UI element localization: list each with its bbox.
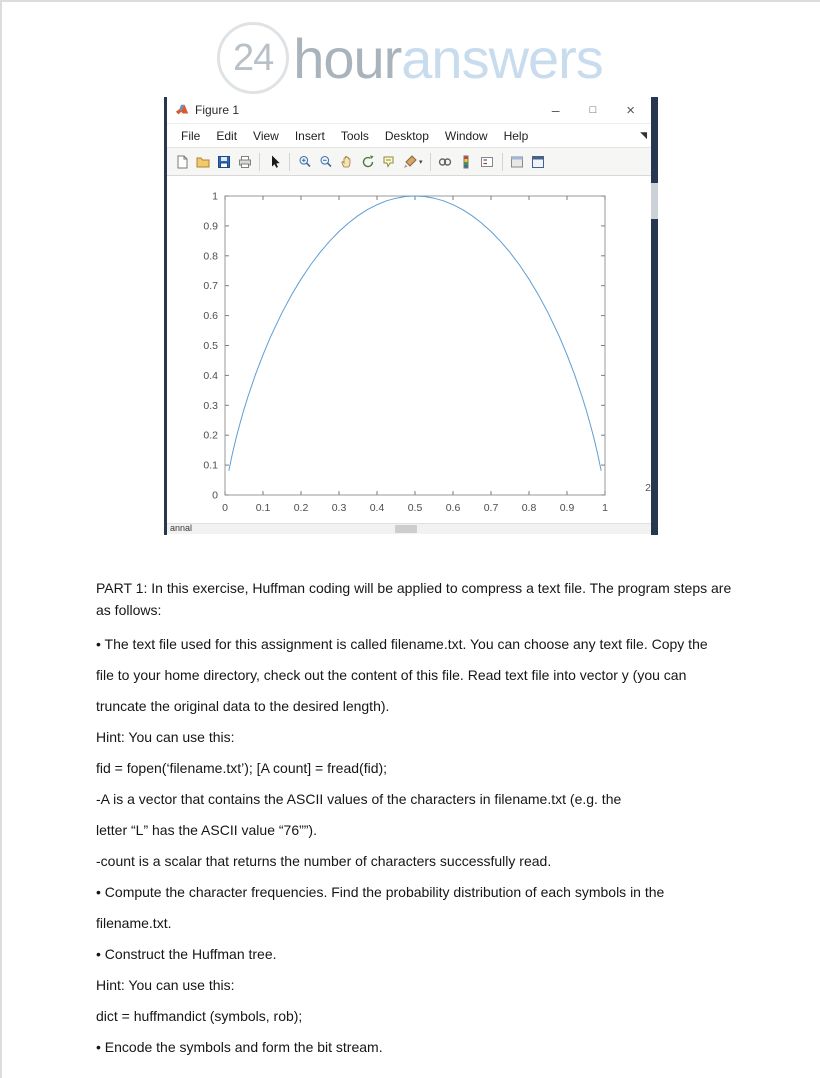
pan-hand-icon[interactable] bbox=[337, 152, 356, 171]
svg-text:0.7: 0.7 bbox=[203, 280, 218, 293]
vertical-scrollbar-thumb[interactable] bbox=[651, 183, 658, 219]
svg-text:0.4: 0.4 bbox=[203, 369, 218, 382]
brush-dropdown-icon[interactable]: ▾ bbox=[419, 158, 423, 166]
svg-text:0.8: 0.8 bbox=[203, 250, 218, 263]
svg-text:0.9: 0.9 bbox=[203, 220, 218, 233]
text-line: • The text file used for this assignment is called filename.txt. You can choose any text file. Copy the bbox=[96, 636, 708, 652]
text-line: Hint: You can use this: bbox=[96, 729, 235, 745]
svg-text:0.8: 0.8 bbox=[521, 502, 537, 514]
svg-text:0.4: 0.4 bbox=[369, 502, 385, 514]
text-line: Hint: You can use this: bbox=[96, 977, 235, 993]
zoom-out-icon[interactable] bbox=[316, 152, 335, 171]
svg-text:0.1: 0.1 bbox=[255, 502, 271, 514]
print-icon[interactable] bbox=[235, 152, 254, 171]
matlab-logo-icon bbox=[175, 103, 189, 117]
new-document-icon[interactable] bbox=[172, 152, 191, 171]
open-folder-icon[interactable] bbox=[193, 152, 212, 171]
toolbar-separator bbox=[259, 153, 260, 171]
menu-insert[interactable]: Insert bbox=[294, 128, 325, 143]
horizontal-scrollbar-thumb[interactable] bbox=[395, 525, 417, 533]
text-line: • Compute the character frequencies. Find the probability distribution of each symbols in the bbox=[96, 884, 665, 900]
toolbar-separator bbox=[289, 153, 290, 171]
plot-region bbox=[167, 176, 651, 523]
matlab-figure-window bbox=[164, 97, 658, 535]
text-line: truncate the original data to the desired length). bbox=[96, 698, 390, 714]
site-logo bbox=[0, 22, 820, 94]
brush-icon[interactable] bbox=[400, 152, 419, 171]
toolbar-separator bbox=[430, 153, 431, 171]
menu-help[interactable]: Help bbox=[503, 128, 529, 143]
svg-text:0.7: 0.7 bbox=[483, 502, 499, 514]
menu-desktop[interactable]: Desktop bbox=[384, 128, 429, 143]
logo-number: 24 bbox=[233, 36, 274, 79]
svg-text:0.1: 0.1 bbox=[203, 459, 218, 472]
text-line: -A is a vector that contains the ASCII values of the characters in filename.txt (e.g. the bbox=[96, 791, 622, 807]
menu-bar bbox=[167, 124, 651, 147]
pointer-arrow-icon[interactable] bbox=[265, 152, 284, 171]
text-line: fid = fopen(‘filename.txt’); [A count] = fread(fid); bbox=[96, 760, 388, 776]
zoom-in-icon[interactable] bbox=[295, 152, 314, 171]
svg-text:0.6: 0.6 bbox=[203, 310, 218, 323]
svg-text:0: 0 bbox=[222, 502, 228, 514]
svg-text:0.6: 0.6 bbox=[445, 502, 461, 514]
svg-text:0.2: 0.2 bbox=[293, 502, 309, 514]
window-titlebar bbox=[167, 97, 651, 124]
horizontal-scrollbar[interactable] bbox=[167, 523, 651, 534]
window-title: Figure 1 bbox=[195, 103, 240, 117]
text-line: filename.txt. bbox=[96, 915, 172, 931]
figure-toolbar bbox=[167, 147, 651, 176]
menu-tools[interactable]: Tools bbox=[340, 128, 369, 143]
svg-text:0.5: 0.5 bbox=[203, 340, 218, 352]
menu-file[interactable]: File bbox=[181, 128, 201, 143]
text-line: -count is a scalar that returns the number of characters successfully read. bbox=[96, 853, 552, 869]
svg-text:0.3: 0.3 bbox=[331, 502, 347, 514]
svg-text:0.5: 0.5 bbox=[407, 502, 423, 514]
menu-view[interactable]: View bbox=[253, 128, 279, 143]
menu-edit[interactable]: Edit bbox=[216, 128, 238, 143]
close-button[interactable]: × bbox=[626, 101, 635, 119]
logo-word-answers: answers bbox=[401, 26, 603, 90]
stray-axis-text: 2 bbox=[645, 482, 651, 494]
stray-cutoff-text: annal bbox=[170, 523, 193, 533]
menu-overflow-icon[interactable]: ◥ bbox=[640, 130, 647, 140]
insert-colorbar-icon[interactable] bbox=[457, 152, 476, 171]
svg-text:0.9: 0.9 bbox=[559, 502, 575, 514]
logo-circle bbox=[217, 22, 289, 94]
svg-text:1: 1 bbox=[602, 502, 608, 514]
plot-canvas bbox=[167, 176, 651, 523]
text-line: • Encode the symbols and form the bit stream. bbox=[96, 1039, 383, 1055]
svg-text:0.3: 0.3 bbox=[203, 399, 218, 412]
svg-text:1: 1 bbox=[212, 190, 218, 203]
text-line: dict = huffmandict (symbols, rob); bbox=[96, 1008, 303, 1024]
link-plot-icon[interactable] bbox=[436, 152, 455, 171]
maximize-button[interactable]: □ bbox=[589, 103, 597, 116]
text-line: PART 1: In this exercise, Huffman coding will be applied to compress a text file. The program steps are bbox=[96, 580, 732, 596]
insert-legend-icon[interactable] bbox=[478, 152, 497, 171]
toolbar-separator bbox=[502, 153, 503, 171]
svg-text:0.2: 0.2 bbox=[203, 429, 218, 442]
svg-text:0: 0 bbox=[212, 489, 218, 502]
assignment-text bbox=[96, 577, 731, 1063]
text-line: letter “L” has the ASCII value “76””). bbox=[96, 822, 317, 838]
text-line: as follows: bbox=[96, 602, 162, 618]
text-line: • Construct the Huffman tree. bbox=[96, 946, 277, 962]
dock-figure-icon[interactable] bbox=[529, 152, 548, 171]
data-cursor-icon[interactable] bbox=[379, 152, 398, 171]
logo-word-hour: hour bbox=[293, 26, 402, 90]
rotate-3d-icon[interactable] bbox=[358, 152, 377, 171]
text-line: file to your home directory, check out the content of this file. Read text file into vector y (you can bbox=[96, 667, 687, 683]
hide-plot-tools-icon[interactable] bbox=[508, 152, 527, 171]
minimize-button[interactable]: – bbox=[551, 102, 560, 118]
menu-window[interactable]: Window bbox=[444, 128, 488, 143]
save-icon[interactable] bbox=[214, 152, 233, 171]
